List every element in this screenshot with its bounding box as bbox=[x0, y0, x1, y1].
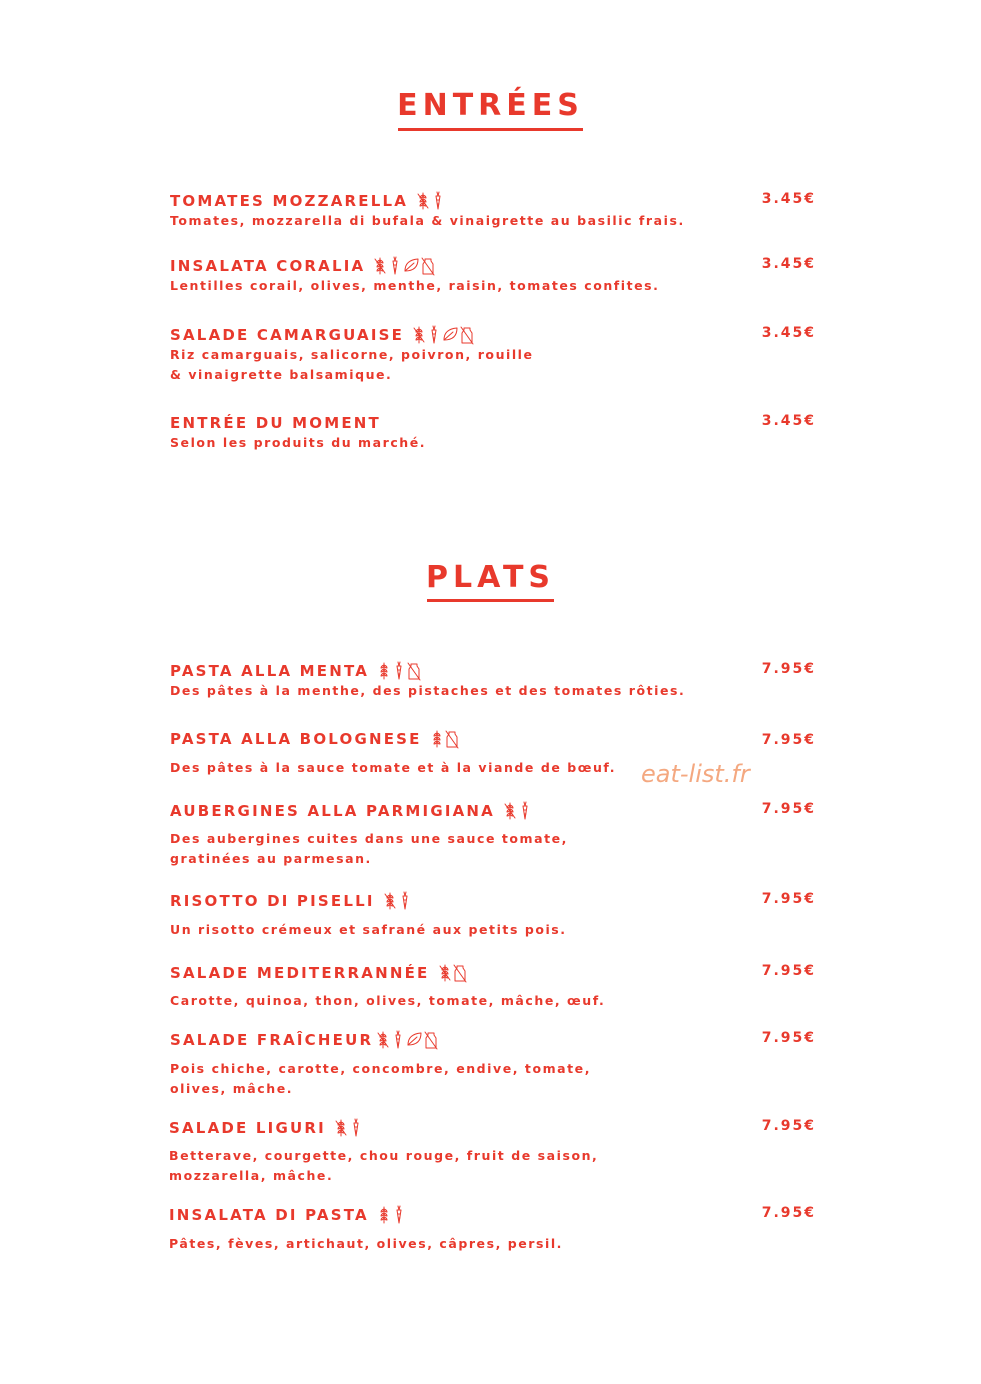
item-name: AUBERGINES ALLA PARMIGIANA bbox=[170, 802, 495, 820]
item-description-line: Tomates, mozzarella di bufala & vinaigrette au basilic frais. bbox=[170, 213, 685, 228]
diet-icons bbox=[377, 661, 421, 681]
vegetarian-icon bbox=[388, 256, 402, 276]
gluten-icon bbox=[430, 729, 444, 749]
item-price: 7.95€ bbox=[761, 891, 816, 907]
diet-icons bbox=[503, 801, 532, 821]
item-description-line: Lentilles corail, olives, menthe, raisin, tomates confites. bbox=[170, 278, 660, 293]
item-description bbox=[170, 829, 820, 869]
menu-item bbox=[170, 661, 820, 701]
no-gluten-icon bbox=[373, 256, 387, 276]
item-price: 7.95€ bbox=[761, 661, 816, 677]
item-name: ENTRÉE DU MOMENT bbox=[170, 414, 381, 432]
item-name: PASTA ALLA MENTA bbox=[170, 662, 370, 680]
no-gluten-icon bbox=[503, 801, 517, 821]
item-description-line: gratinées au parmesan. bbox=[170, 851, 372, 866]
no-gluten-icon bbox=[376, 1030, 390, 1050]
item-description bbox=[169, 1146, 819, 1186]
menu-item bbox=[170, 191, 820, 231]
item-price: 3.45€ bbox=[761, 191, 816, 207]
item-description bbox=[170, 920, 820, 940]
vegetarian-icon bbox=[349, 1118, 363, 1138]
item-description bbox=[170, 1059, 820, 1099]
item-name: SALADE FRAÎCHEUR bbox=[170, 1031, 374, 1049]
item-description-line: & vinaigrette balsamique. bbox=[170, 367, 393, 382]
item-description-line: Des pâtes à la menthe, des pistaches et des tomates rôties. bbox=[170, 683, 686, 698]
no-lactose-icon bbox=[407, 661, 421, 681]
vegan-icon bbox=[406, 1030, 423, 1050]
item-description bbox=[170, 991, 820, 1011]
item-price: 7.95€ bbox=[761, 732, 816, 748]
item-description-line: Betterave, courgette, chou rouge, fruit de saison, bbox=[169, 1148, 599, 1163]
watermark: eat-list.fr bbox=[641, 760, 750, 788]
vegan-icon bbox=[403, 256, 420, 276]
item-description-line: Selon les produits du marché. bbox=[170, 435, 427, 450]
item-description-line: mozzarella, mâche. bbox=[169, 1168, 334, 1183]
no-lactose-icon bbox=[421, 256, 435, 276]
item-name: PASTA ALLA BOLOGNESE bbox=[170, 730, 422, 748]
item-name: INSALATA CORALIA bbox=[170, 257, 366, 275]
menu-item bbox=[170, 891, 820, 940]
diet-icons bbox=[430, 729, 459, 749]
gluten-icon bbox=[377, 1205, 391, 1225]
item-description bbox=[170, 681, 820, 701]
item-price: 7.95€ bbox=[761, 1205, 816, 1221]
item-name: TOMATES MOZZARELLA bbox=[170, 192, 409, 210]
vegetarian-icon bbox=[392, 1205, 406, 1225]
item-description-line: Pois chiche, carotte, concombre, endive, tomate, bbox=[170, 1061, 591, 1076]
item-name: SALADE MEDITERRANNÉE bbox=[170, 964, 430, 982]
section-title-plats: PLATS bbox=[425, 560, 556, 595]
no-gluten-icon bbox=[334, 1118, 348, 1138]
item-description bbox=[170, 211, 820, 231]
item-description-line: Pâtes, fèves, artichaut, olives, câpres, persil. bbox=[169, 1236, 563, 1251]
no-gluten-icon bbox=[438, 963, 452, 983]
title-underline-plats bbox=[427, 599, 554, 602]
vegan-icon bbox=[442, 325, 459, 345]
item-price: 7.95€ bbox=[761, 1118, 816, 1134]
diet-icons bbox=[334, 1118, 363, 1138]
vegetarian-icon bbox=[518, 801, 532, 821]
item-price: 3.45€ bbox=[761, 413, 816, 429]
title-underline-entrees bbox=[398, 128, 583, 131]
no-gluten-icon bbox=[416, 191, 430, 211]
item-description bbox=[170, 433, 820, 453]
item-description-line: Des pâtes à la sauce tomate et à la viande de bœuf. bbox=[170, 760, 617, 775]
section-title-entrees: ENTRÉES bbox=[397, 88, 584, 123]
item-description bbox=[170, 276, 820, 296]
diet-icons bbox=[416, 191, 445, 211]
vegetarian-icon bbox=[427, 325, 441, 345]
menu-item bbox=[170, 325, 820, 385]
item-description-line: Carotte, quinoa, thon, olives, tomate, mâche, œuf. bbox=[170, 993, 606, 1008]
no-lactose-icon bbox=[445, 729, 459, 749]
item-description-line: Un risotto crémeux et safrané aux petits pois. bbox=[170, 922, 567, 937]
item-description-line: Des aubergines cuites dans une sauce tomate, bbox=[170, 831, 568, 846]
menu-item bbox=[170, 256, 820, 296]
diet-icons bbox=[377, 1205, 406, 1225]
diet-icons bbox=[412, 325, 474, 345]
item-price: 3.45€ bbox=[761, 325, 816, 341]
no-lactose-icon bbox=[460, 325, 474, 345]
diet-icons bbox=[373, 256, 435, 276]
item-description-line: Riz camarguais, salicorne, poivron, rouille bbox=[170, 347, 534, 362]
no-lactose-icon bbox=[424, 1030, 438, 1050]
item-price: 7.95€ bbox=[761, 963, 816, 979]
menu-item bbox=[170, 1030, 820, 1099]
item-price: 3.45€ bbox=[761, 256, 816, 272]
menu-item bbox=[169, 1118, 819, 1186]
item-price: 7.95€ bbox=[761, 801, 816, 817]
no-gluten-icon bbox=[412, 325, 426, 345]
item-price: 7.95€ bbox=[761, 1030, 816, 1046]
vegetarian-icon bbox=[398, 891, 412, 911]
diet-icons bbox=[438, 963, 467, 983]
menu-item bbox=[170, 801, 820, 869]
menu-item bbox=[170, 413, 820, 453]
item-description bbox=[169, 1234, 819, 1254]
no-gluten-icon bbox=[383, 891, 397, 911]
item-description-line: olives, mâche. bbox=[170, 1081, 294, 1096]
gluten-icon bbox=[377, 661, 391, 681]
vegetarian-icon bbox=[431, 191, 445, 211]
diet-icons bbox=[383, 891, 412, 911]
item-description bbox=[170, 345, 820, 385]
item-name: INSALATA DI PASTA bbox=[169, 1206, 369, 1224]
item-name: SALADE LIGURI bbox=[169, 1119, 326, 1137]
menu-item bbox=[170, 963, 820, 1011]
diet-icons bbox=[376, 1030, 438, 1050]
no-lactose-icon bbox=[453, 963, 467, 983]
item-name: SALADE CAMARGUAISE bbox=[170, 326, 405, 344]
item-name: RISOTTO DI PISELLI bbox=[170, 892, 375, 910]
vegetarian-icon bbox=[392, 661, 406, 681]
menu-item bbox=[169, 1205, 819, 1254]
vegetarian-icon bbox=[391, 1030, 405, 1050]
